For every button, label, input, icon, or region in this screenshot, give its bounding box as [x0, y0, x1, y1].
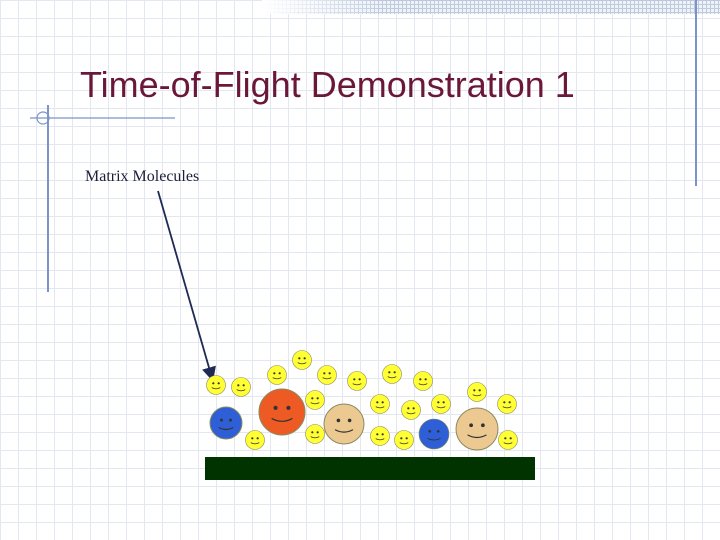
matrix-molecules-label: Matrix Molecules — [85, 168, 200, 185]
slide-title: Time-of-Flight Demonstration 1 — [80, 64, 575, 105]
matrix-molecule-icon — [402, 401, 421, 420]
analyte-blue-molecule-icon — [210, 407, 242, 439]
matrix-molecule-icon — [432, 395, 451, 414]
matrix-molecule-icon — [246, 431, 265, 450]
matrix-molecule-icon — [371, 427, 390, 446]
molecule-cluster — [207, 351, 518, 451]
matrix-molecule-icon — [306, 391, 325, 410]
matrix-molecule-icon — [414, 372, 433, 391]
matrix-molecule-icon — [395, 431, 414, 450]
matrix-molecule-icon — [499, 431, 518, 450]
matrix-molecule-icon — [268, 366, 287, 385]
target-plate — [205, 457, 535, 480]
analyte-orange-molecule-icon — [259, 389, 305, 435]
slide-decor-lines — [30, 0, 696, 292]
annotation-arrow — [158, 191, 212, 378]
analyte-tan-molecule-icon — [324, 404, 364, 444]
matrix-molecule-icon — [383, 365, 402, 384]
matrix-molecule-icon — [207, 376, 226, 395]
matrix-molecule-icon — [293, 351, 312, 370]
matrix-molecule-icon — [348, 372, 367, 391]
analyte-tan-molecule-icon — [456, 408, 498, 450]
matrix-molecule-icon — [371, 395, 390, 414]
matrix-molecule-icon — [468, 383, 487, 402]
analyte-blue-molecule-icon — [419, 419, 449, 449]
matrix-molecule-icon — [232, 378, 251, 397]
matrix-molecule-icon — [498, 395, 517, 414]
matrix-molecule-icon — [306, 425, 325, 444]
matrix-molecule-icon — [318, 366, 337, 385]
